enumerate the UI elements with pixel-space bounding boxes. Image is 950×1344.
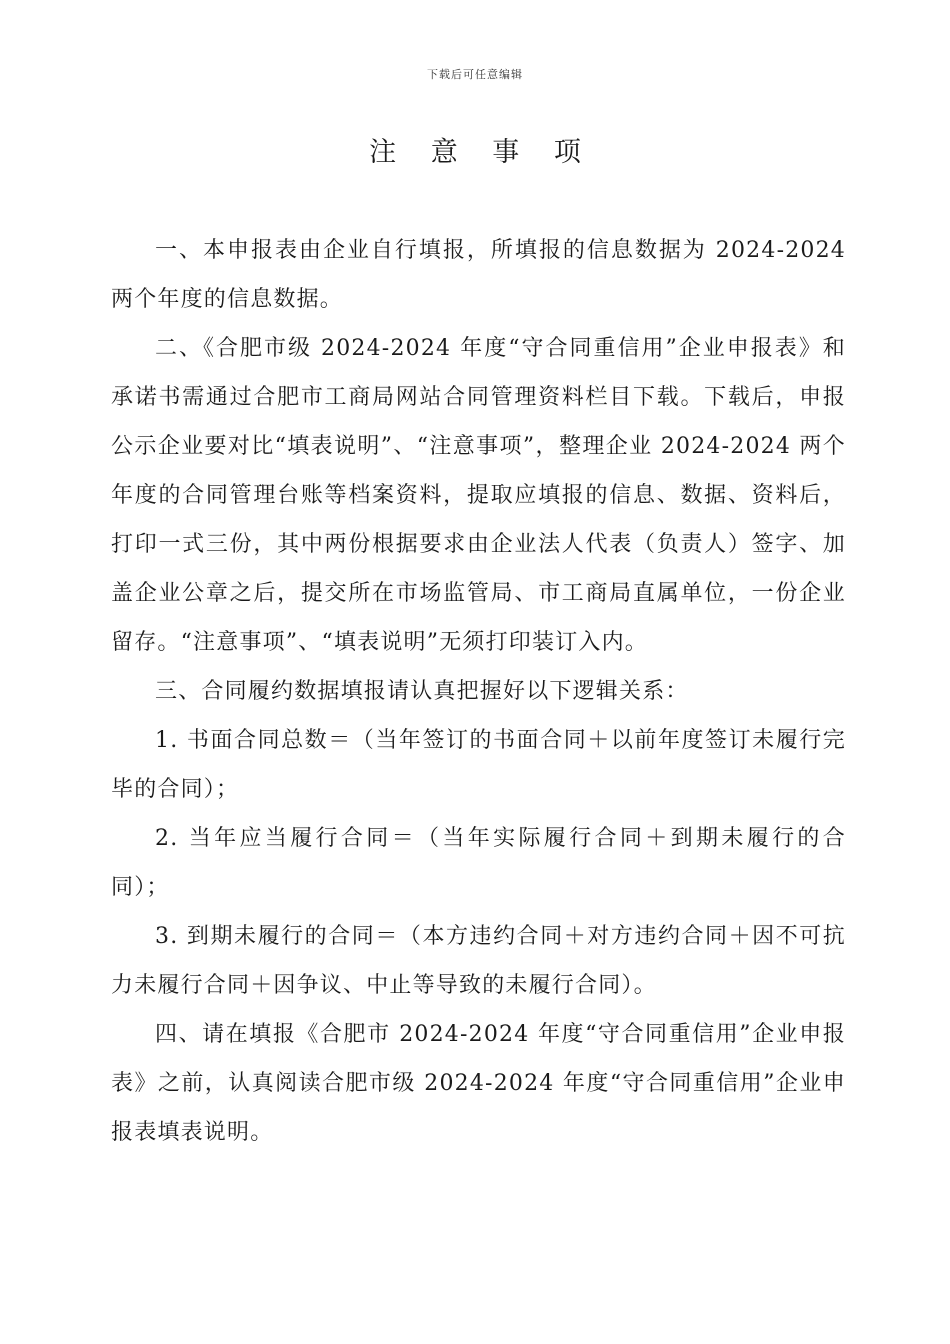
header-note: 下载后可任意编辑 bbox=[427, 68, 523, 81]
paragraph-3: 三、合同履约数据填报请认真把握好以下逻辑关系： bbox=[155, 679, 689, 704]
paragraph-6: 3. 到期未履行的合同＝（本方违约合同＋对方违约合同＋因不可抗力未履行合同＋因争议、中止等导致的未履行合同）。 bbox=[111, 924, 846, 998]
page-title: 注 意 事 项 bbox=[369, 137, 594, 168]
paragraph-4: 1. 书面合同总数＝（当年签订的书面合同＋以前年度签订未履行完毕的合同）； bbox=[111, 728, 846, 802]
paragraph-5: 2. 当年应当履行合同＝（当年实际履行合同＋到期未履行的合同）； bbox=[111, 826, 846, 900]
paragraph-1: 一、本申报表由企业自行填报，所填报的信息数据为 2024-2024 两个年度的信息数据。 bbox=[111, 238, 846, 312]
paragraph-2: 二、《合肥市级 2024-2024 年度“守合同重信用”企业申报表》和承诺书需通过合肥市工商局网站合同管理资料栏目下载。下载后，申报公示企业要对比“填表说明”、“注意事项”，整理企业 2024-2024 两个年度的合同管理台账等档案资料，提取应填报的信息、数据、资料后，打印一式三份，其中两份根据要求由企业法人代表（负责人）签字、加盖企业公章之后，提交所在市场监管局、市工商局直属单位，一份企业留存。“注意事项”、“填表说明”无须打印装订入内。 bbox=[111, 336, 846, 655]
document-body bbox=[111, 226, 846, 1157]
paragraph-7: 四、请在填报《合肥市 2024-2024 年度“守合同重信用”企业申报表》之前，认真阅读合肥市级 2024-2024 年度“守合同重信用”企业申报表填表说明。 bbox=[111, 1022, 846, 1145]
